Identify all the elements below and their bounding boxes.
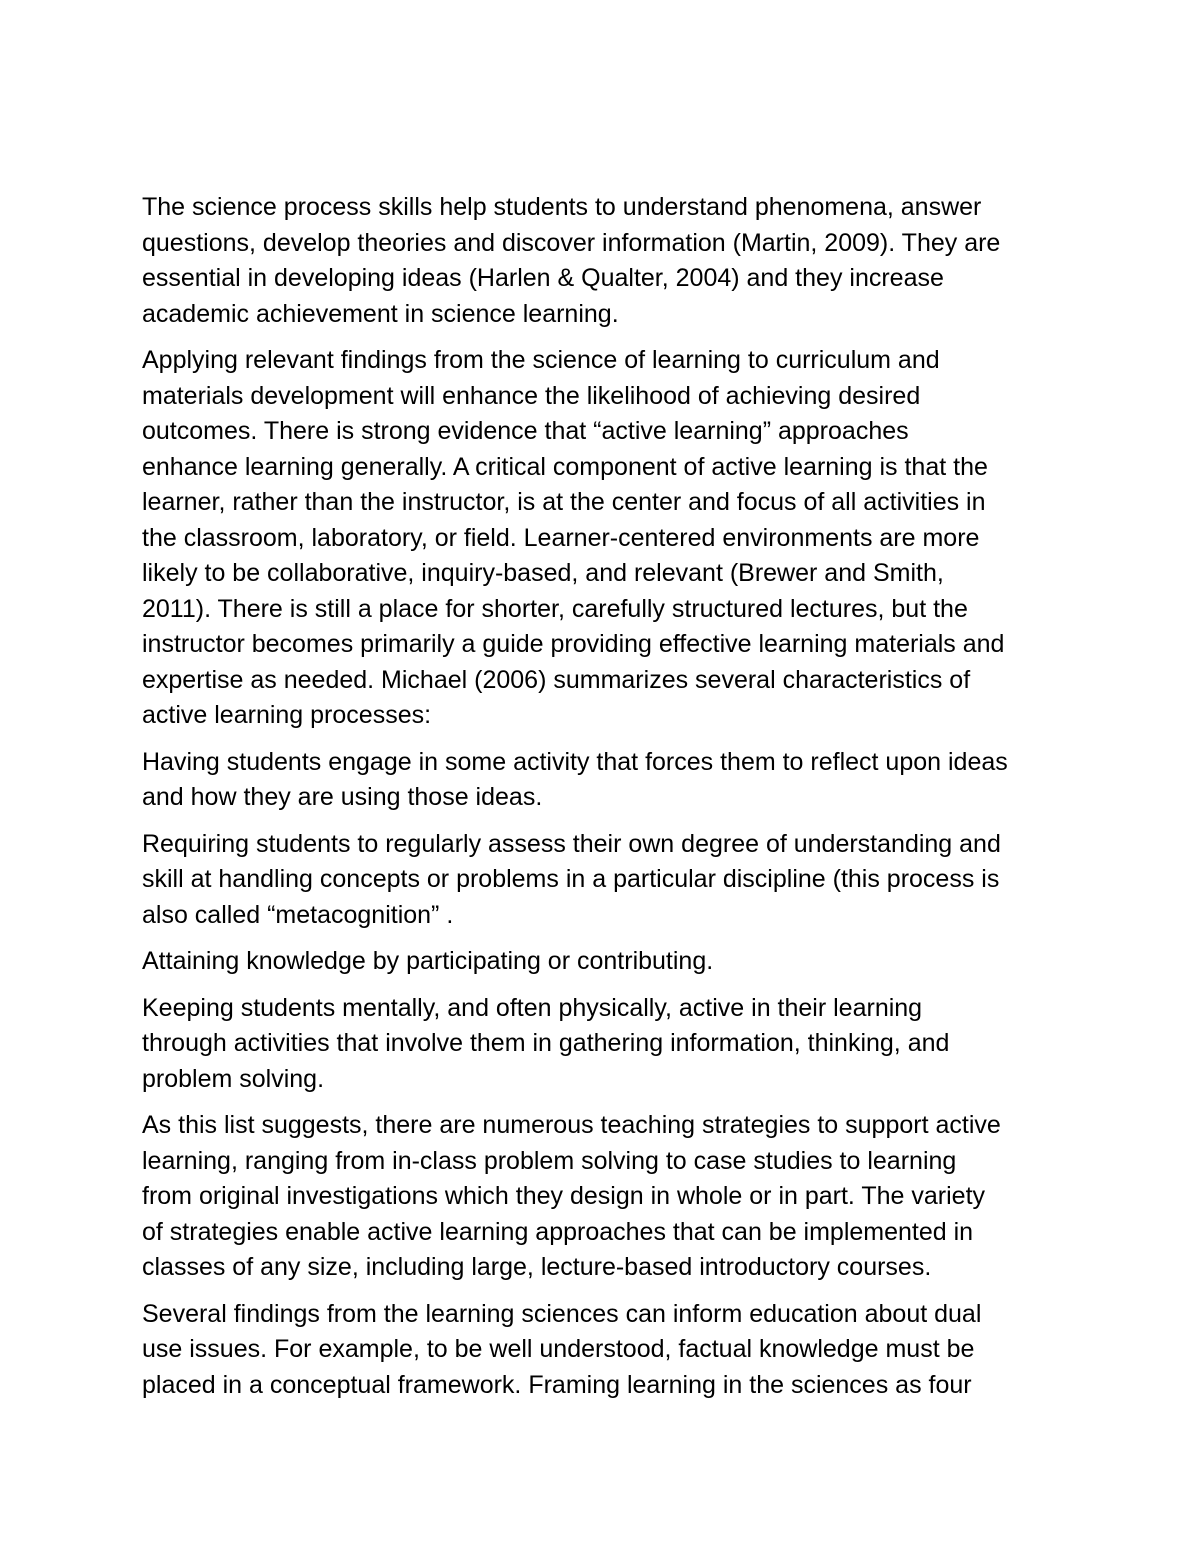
text-line: Keeping students mentally, and often physically, active in their learning [142, 993, 923, 1022]
text-line: Requiring students to regularly assess their own degree of understanding and [142, 829, 1001, 858]
document-body [142, 190, 1067, 1414]
text-line: and how they are using those ideas. [142, 783, 543, 811]
text-line: Attaining knowledge by participating or contributing. [142, 947, 714, 975]
text-line: also called “metacognition” . [142, 900, 454, 929]
text-line: Having students engage in some activity that forces them to reflect upon ideas [142, 747, 1008, 776]
text-line: The science process skills help students to understand phenomena, answer [142, 193, 982, 221]
text-line: Applying relevant findings from the science of learning to curriculum and [142, 346, 940, 374]
text-line: the classroom, laboratory, or field. Learner-centered environments are more [142, 523, 980, 552]
paragraph-1 [142, 190, 1067, 332]
paragraph-5 [142, 944, 1067, 980]
text-line: outcomes. There is strong evidence that “active learning” approaches [142, 417, 909, 445]
text-line: materials development will enhance the likelihood of achieving desired [142, 381, 921, 410]
text-line: likely to be collaborative, inquiry-based, and relevant (Brewer and Smith, [142, 559, 944, 587]
text-line: 2011). There is still a place for shorter, carefully structured lectures, but the [142, 594, 968, 623]
text-line: problem solving. [142, 1064, 325, 1093]
text-line: active learning processes: [142, 701, 432, 729]
text-line: expertise as needed. Michael (2006) summarizes several characteristics of [142, 665, 971, 694]
paragraph-2 [142, 343, 1067, 734]
text-line: through activities that involve them in gathering information, thinking, and [142, 1029, 950, 1057]
text-line: learning, ranging from in-class problem solving to case studies to learning [142, 1146, 957, 1175]
text-line: classes of any size, including large, lecture-based introductory courses. [142, 1253, 932, 1281]
text-line: questions, develop theories and discover information (Martin, 2009). They are [142, 228, 1001, 257]
paragraph-3 [142, 745, 1067, 816]
text-line: use issues. For example, to be well understood, factual knowledge must be [142, 1335, 975, 1363]
text-line: placed in a conceptual framework. Framing learning in the sciences as four [142, 1370, 972, 1399]
text-line: skill at handling concepts or problems in a particular discipline (this process is [142, 865, 1000, 893]
text-line: learner, rather than the instructor, is at the center and focus of all activities in [142, 488, 986, 516]
paragraph-4 [142, 827, 1067, 934]
paragraph-6 [142, 991, 1067, 1098]
paragraph-8 [142, 1297, 1067, 1404]
text-line: essential in developing ideas (Harlen & Qualter, 2004) and they increase [142, 264, 944, 292]
paragraph-7 [142, 1108, 1067, 1286]
text-line: Several findings from the learning sciences can inform education about dual [142, 1299, 982, 1328]
text-line: instructor becomes primarily a guide providing effective learning materials and [142, 630, 1005, 658]
text-line: As this list suggests, there are numerous teaching strategies to support active [142, 1111, 1001, 1139]
text-line: enhance learning generally. A critical component of active learning is that the [142, 452, 988, 481]
text-line: from original investigations which they design in whole or in part. The variety [142, 1182, 986, 1210]
text-line: of strategies enable active learning approaches that can be implemented in [142, 1217, 974, 1246]
text-line: academic achievement in science learning. [142, 299, 619, 328]
